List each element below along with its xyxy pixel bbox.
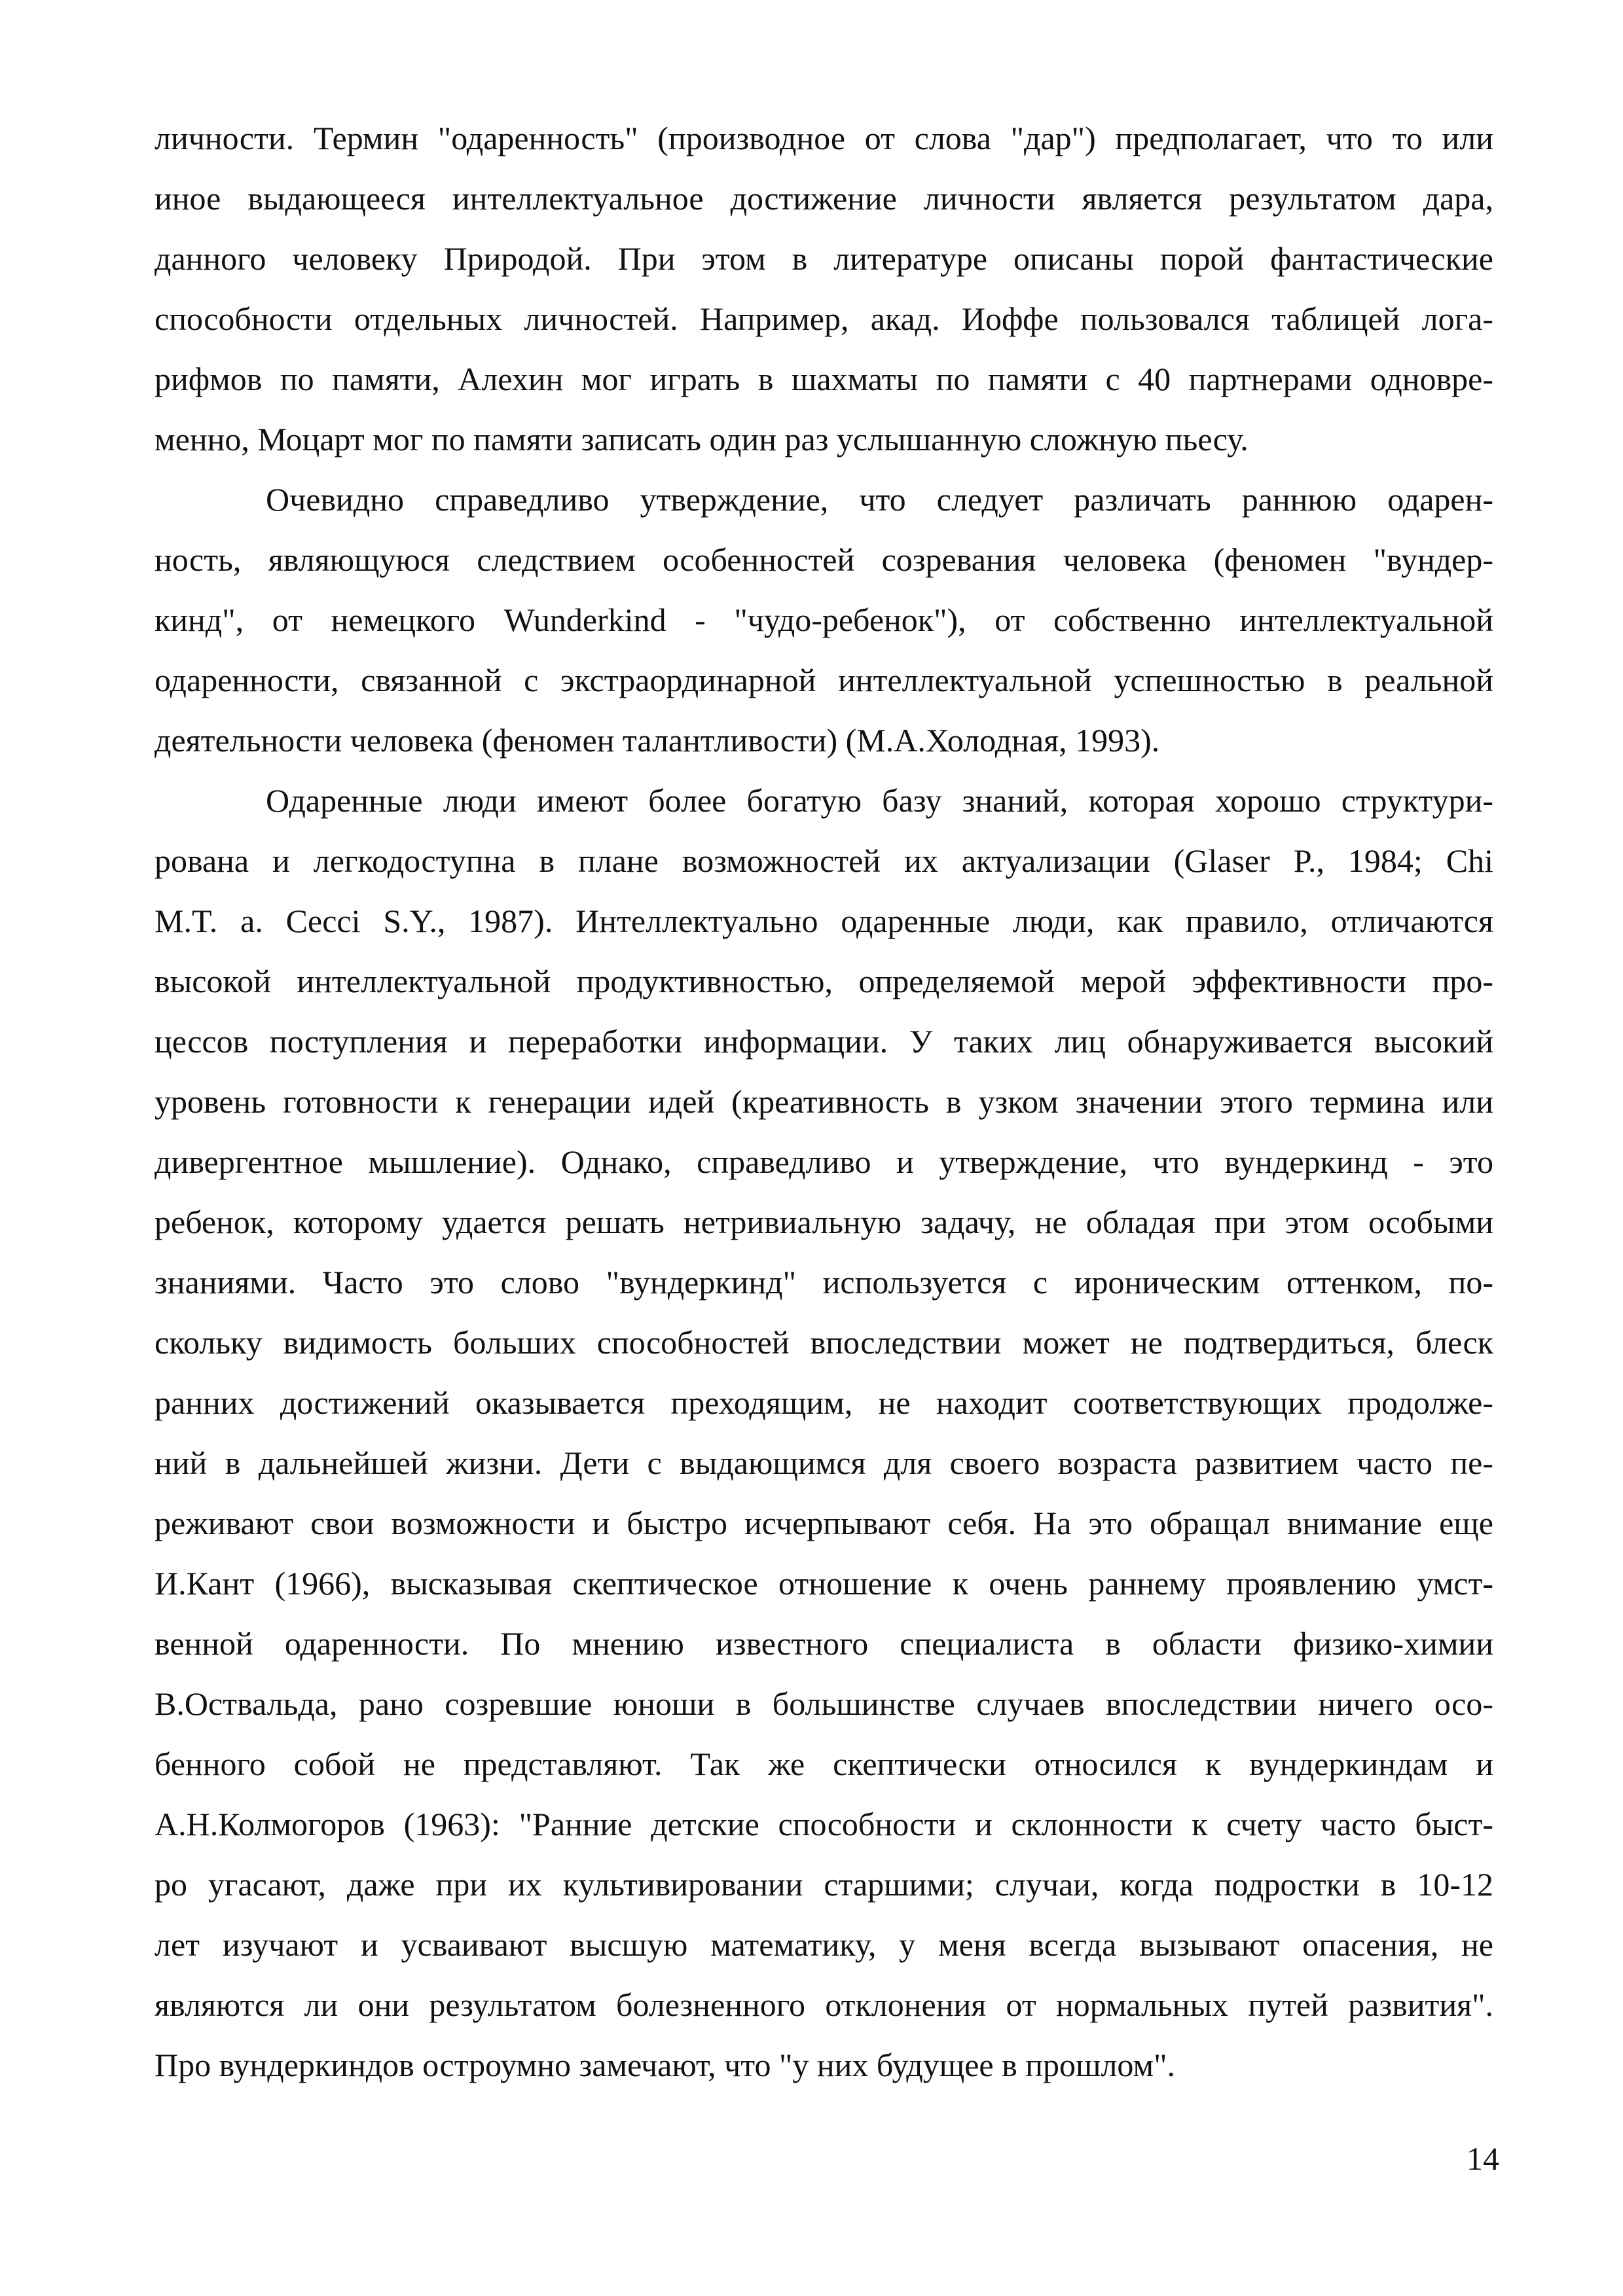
text-line: иное выдающееся интеллектуальное достижение личности является результатом дара, [155, 180, 1493, 217]
text-line: реживают свои возможности и быстро исчерпывают себя. На это обращал внимание еще [155, 1505, 1493, 1541]
text-line: рована и легкодоступна в плане возможностей их актуализации (Glaser P., 1984; Chi [155, 842, 1493, 879]
text-line: личности. Термин "одаренность" (производное от слова "дар") предполагает, что то или [155, 120, 1493, 156]
text-line: ранних достижений оказывается преходящим, не находит соответствующих продолже- [155, 1384, 1493, 1421]
text-line: дивергентное мышление). Однако, справедливо и утверждение, что вундеркинд - это [155, 1143, 1493, 1180]
text-line: А.Н.Колмогоров (1963): "Ранние детские способности и склонности к счету часто быст- [155, 1806, 1493, 1842]
text-line: деятельности человека (феномен талантливости) (М.А.Холодная, 1993). [155, 722, 1160, 759]
text-line: Про вундеркиндов остроумно замечают, что "у них будущее в прошлом". [155, 2047, 1176, 2083]
text-line: скольку видимость больших способностей впоследствии может не подтвердиться, блеск [155, 1324, 1493, 1361]
body-text [155, 108, 1493, 2095]
text-line: ро угасают, даже при их культивировании старшими; случаи, когда подростки в 10-12 [155, 1866, 1493, 1903]
text-line: лет изучают и усваивают высшую математику, у меня всегда вызывают опасения, не [155, 1926, 1493, 1963]
text-line: рифмов по памяти, Алехин мог играть в шахматы по памяти с 40 партнерами одновре- [155, 361, 1493, 397]
text-line: данного человеку Природой. При этом в литературе описаны порой фантастические [155, 240, 1493, 277]
text-line: Очевидно справедливо утверждение, что следует различать раннюю одарен- [266, 481, 1493, 518]
text-line: ребенок, которому удается решать нетривиальную задачу, не обладая при этом особыми [155, 1204, 1493, 1240]
text-line: знаниями. Часто это слово "вундеркинд" используется с ироническим оттенком, по- [155, 1264, 1493, 1300]
text-line: способности отдельных личностей. Например, акад. Иоффе пользовался таблицей лога- [155, 300, 1493, 337]
text-line: И.Кант (1966), высказывая скептическое отношение к очень раннему проявлению умст- [155, 1565, 1493, 1602]
text-line: M.T. a. Cecci S.Y., 1987). Интеллектуально одаренные люди, как правило, отличаются [155, 903, 1493, 939]
text-line: высокой интеллектуальной продуктивностью, определяемой мерой эффективности про- [155, 963, 1493, 999]
text-line: В.Оствальда, рано созревшие юноши в большинстве случаев впоследствии ничего осо- [155, 1685, 1493, 1722]
text-line: бенного собой не представляют. Так же скептически относился к вундеркиндам и [155, 1746, 1493, 1782]
text-line: являются ли они результатом болезненного отклонения от нормальных путей развития". [155, 1986, 1493, 2023]
text-line: ний в дальнейшей жизни. Дети с выдающимся для своего возраста развитием часто пе- [155, 1444, 1493, 1481]
text-line: цессов поступления и переработки информации. У таких лиц обнаруживается высокий [155, 1023, 1493, 1060]
text-line: кинд", от немецкого Wunderkind - "чудо-ребенок"), от собственно интеллектуальной [155, 601, 1493, 638]
text-line: ность, являющуюся следствием особенностей созревания человека (феномен "вундер- [155, 541, 1493, 578]
text-line: менно, Моцарт мог по памяти записать один раз услышанную сложную пьесу. [155, 421, 1249, 457]
page-number: 14 [1467, 2140, 1499, 2177]
text-line: Одаренные люди имеют более богатую базу знаний, которая хорошо структури- [266, 782, 1493, 819]
text-line: одаренности, связанной с экстраординарной интеллектуальной успешностью в реальной [155, 662, 1493, 698]
text-line: венной одаренности. По мнению известного специалиста в области физико-химии [155, 1625, 1493, 1662]
text-line: уровень готовности к генерации идей (креативность в узком значении этого термина или [155, 1083, 1493, 1120]
